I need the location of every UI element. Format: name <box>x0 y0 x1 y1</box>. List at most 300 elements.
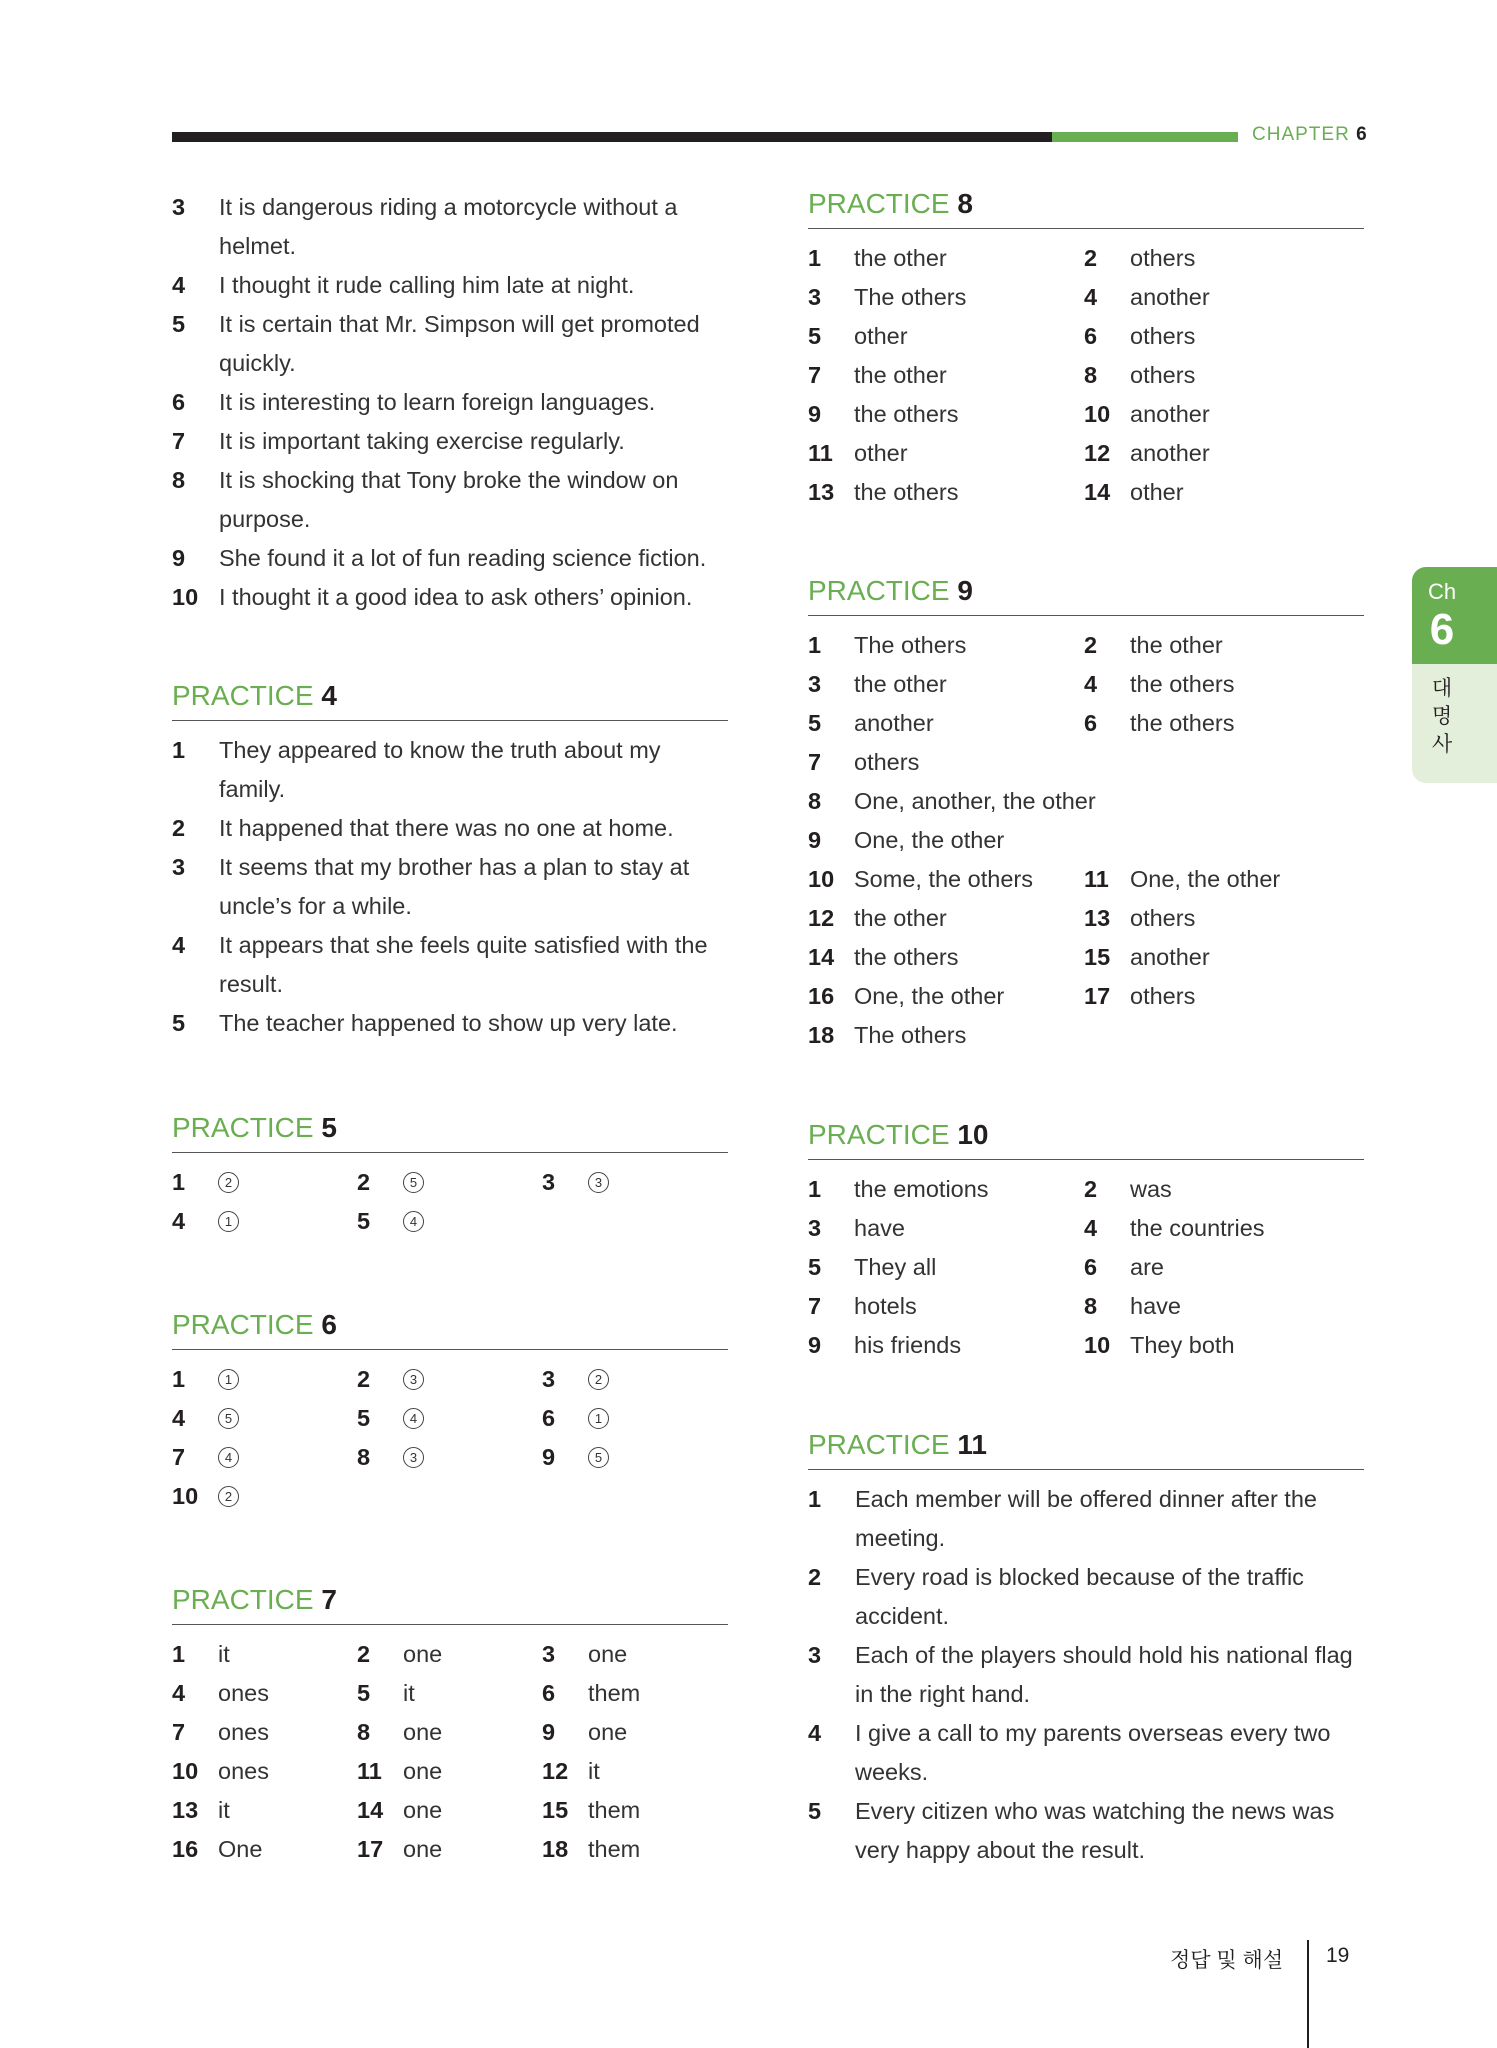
item-number: 2 <box>1084 245 1098 271</box>
practice8 <box>808 188 1364 512</box>
item-text: She found it a lot of fun reading science fiction. <box>219 545 707 571</box>
answer-text: the countries <box>1130 1215 1265 1241</box>
section-title: PRACTICE 8 <box>808 188 1364 229</box>
answer-cell <box>808 860 1084 899</box>
practice4-list <box>172 731 728 1043</box>
answer-text: the other <box>854 245 947 271</box>
answer-cell <box>808 743 1084 782</box>
item-number: 4 <box>172 932 186 958</box>
item-number: 7 <box>808 1293 822 1319</box>
item-number: 1 <box>808 245 822 271</box>
answer-text: it <box>588 1758 600 1784</box>
answer-text: it <box>218 1641 230 1667</box>
list-item <box>172 539 728 578</box>
answer-cell <box>542 1399 728 1438</box>
answer-text: One, another, the other <box>854 788 1096 814</box>
answer-text: ones <box>218 1719 269 1745</box>
item-number: 11 <box>1084 866 1109 892</box>
item-number: 1 <box>172 1641 186 1667</box>
practice3-list <box>172 188 728 617</box>
item-number: 1 <box>808 632 822 658</box>
answer-cell <box>542 1713 728 1752</box>
item-text: I thought it a good idea to ask others’ opinion. <box>219 584 693 610</box>
answer-cell <box>1084 860 1364 899</box>
answer-text: others <box>1130 245 1196 271</box>
answer-text: the others <box>854 944 959 970</box>
section-title: PRACTICE 11 <box>808 1429 1364 1470</box>
answer-text: ones <box>218 1758 269 1784</box>
answer-text: others <box>1130 905 1196 931</box>
item-number: 4 <box>172 272 186 298</box>
answer-text: Some, the others <box>854 866 1033 892</box>
item-number: 5 <box>808 710 822 736</box>
answer-text: the others <box>1130 671 1235 697</box>
answer-cell <box>1084 239 1364 278</box>
item-number: 3 <box>808 1642 822 1668</box>
item-text: I thought it rude calling him late at night. <box>219 272 635 298</box>
item-number: 4 <box>172 1208 186 1234</box>
item-text: Every road is blocked because of the traffic accident. <box>855 1564 1304 1629</box>
item-number: 10 <box>172 1483 199 1509</box>
answer-text: are <box>1130 1254 1164 1280</box>
answer-text: another <box>1130 440 1210 466</box>
item-number: 12 <box>808 905 835 931</box>
answer-text: hotels <box>854 1293 917 1319</box>
item-number: 6 <box>1084 710 1098 736</box>
item-number: 5 <box>357 1208 371 1234</box>
practice5-grid <box>172 1163 728 1241</box>
answer-cell <box>808 278 1084 317</box>
item-number: 5 <box>357 1405 371 1431</box>
answer-cell <box>808 356 1084 395</box>
item-text: Each of the players should hold his national flag in the right hand. <box>855 1642 1353 1707</box>
list-item <box>808 1636 1364 1714</box>
answer-text: it <box>218 1797 230 1823</box>
item-text: It seems that my brother has a plan to stay at uncle’s for a while. <box>219 854 690 919</box>
item-number: 6 <box>542 1680 556 1706</box>
answer-text: one <box>403 1641 443 1667</box>
answer-text: other <box>1130 479 1184 505</box>
answer-cell <box>808 704 1084 743</box>
answer-cell <box>542 1438 728 1477</box>
list-item <box>808 1714 1364 1792</box>
answer-text: others <box>1130 323 1196 349</box>
item-text: I give a call to my parents overseas every two weeks. <box>855 1720 1331 1785</box>
item-number: 17 <box>357 1836 384 1862</box>
answer-cell <box>1084 434 1364 473</box>
answer-cell <box>808 899 1084 938</box>
header-rule <box>172 132 1052 142</box>
chapter-side-tab[interactable] <box>1412 567 1497 783</box>
answer-cell <box>1084 899 1364 938</box>
answer-text: One, the other <box>1130 866 1281 892</box>
answer-cell <box>542 1674 728 1713</box>
item-number: 5 <box>172 311 186 337</box>
practice11 <box>808 1429 1364 1870</box>
item-number: 14 <box>357 1797 384 1823</box>
item-number: 3 <box>542 1641 556 1667</box>
answer-cell <box>1084 1209 1364 1248</box>
section-title: PRACTICE 10 <box>808 1119 1364 1160</box>
answer-cell <box>1084 977 1364 1016</box>
answer-cell <box>357 1202 542 1241</box>
item-number: 10 <box>1084 1332 1111 1358</box>
answer-cell <box>1084 356 1364 395</box>
answer-cell <box>172 1438 357 1477</box>
item-number: 5 <box>808 1254 822 1280</box>
answer-cell <box>1084 626 1364 665</box>
answer-text: The others <box>854 1022 967 1048</box>
practice11-list <box>808 1480 1364 1870</box>
item-number: 12 <box>542 1758 569 1784</box>
circled-choice: 5 <box>403 1172 424 1193</box>
item-number: 8 <box>1084 1293 1098 1319</box>
practice4 <box>172 680 728 1043</box>
circled-choice: 5 <box>218 1408 239 1429</box>
item-number: 3 <box>808 1215 822 1241</box>
practice7-grid <box>172 1635 728 1869</box>
item-number: 6 <box>172 389 186 415</box>
list-item <box>172 809 728 848</box>
item-number: 5 <box>808 1798 822 1824</box>
circled-choice: 4 <box>403 1211 424 1232</box>
item-text: It is shocking that Tony broke the window on purpose. <box>219 467 679 532</box>
answer-cell <box>808 317 1084 356</box>
list-item <box>172 848 728 926</box>
answer-cell <box>172 1674 357 1713</box>
item-number: 4 <box>1084 284 1098 310</box>
answer-cell <box>808 1248 1084 1287</box>
practice5 <box>172 1112 728 1241</box>
practice9 <box>808 575 1364 1055</box>
answer-text: it <box>403 1680 415 1706</box>
item-number: 2 <box>357 1641 371 1667</box>
answer-text: the other <box>1130 632 1223 658</box>
item-number: 2 <box>357 1366 371 1392</box>
answer-text: have <box>854 1215 905 1241</box>
item-number: 7 <box>172 428 186 454</box>
answer-text: one <box>403 1797 443 1823</box>
item-number: 6 <box>1084 323 1098 349</box>
item-number: 3 <box>172 854 186 880</box>
item-number: 4 <box>1084 671 1098 697</box>
item-number: 5 <box>172 1010 186 1036</box>
circled-choice: 2 <box>218 1172 239 1193</box>
circled-choice: 2 <box>218 1486 239 1507</box>
section-title: PRACTICE 7 <box>172 1584 728 1625</box>
answer-cell <box>1084 317 1364 356</box>
answer-cell <box>357 1635 542 1674</box>
page-number: 19 <box>1326 1944 1350 1967</box>
item-number: 4 <box>172 1680 186 1706</box>
answer-text: another <box>854 710 934 736</box>
answer-text: them <box>588 1797 641 1823</box>
practice7 <box>172 1584 728 1869</box>
item-number: 6 <box>542 1405 556 1431</box>
item-number: 14 <box>808 944 835 970</box>
answer-cell <box>808 782 1364 821</box>
answer-cell <box>357 1791 542 1830</box>
chapter-label <box>1252 124 1368 146</box>
answer-cell <box>808 1209 1084 1248</box>
list-item <box>172 305 728 383</box>
list-item <box>808 1792 1364 1870</box>
item-number: 11 <box>808 440 833 466</box>
tab-chapter-number: 6 <box>1429 605 1455 654</box>
answer-cell <box>172 1202 357 1241</box>
answer-text: the other <box>854 905 947 931</box>
answer-cell <box>808 821 1084 860</box>
item-number: 9 <box>808 827 822 853</box>
item-text: Each member will be offered dinner after the meeting. <box>855 1486 1317 1551</box>
list-item <box>172 383 728 422</box>
list-item <box>172 266 728 305</box>
answer-text: The others <box>854 284 967 310</box>
item-number: 4 <box>808 1720 822 1746</box>
answer-text: the other <box>854 362 947 388</box>
item-number: 15 <box>1084 944 1111 970</box>
circled-choice: 3 <box>403 1447 424 1468</box>
chapter-word: CHAPTER <box>1252 124 1350 145</box>
item-number: 10 <box>1084 401 1111 427</box>
answer-cell <box>808 665 1084 704</box>
answer-cell <box>1084 938 1364 977</box>
answer-cell <box>542 1752 728 1791</box>
item-number: 17 <box>1084 983 1111 1009</box>
circled-choice: 5 <box>588 1447 609 1468</box>
answer-text: the emotions <box>854 1176 989 1202</box>
item-number: 1 <box>808 1176 822 1202</box>
item-number: 2 <box>808 1564 822 1590</box>
list-item <box>172 578 728 617</box>
answer-cell <box>357 1830 542 1869</box>
item-number: 18 <box>542 1836 569 1862</box>
answer-text: another <box>1130 284 1210 310</box>
answer-cell <box>172 1830 357 1869</box>
answer-cell <box>1084 1287 1364 1326</box>
item-number: 10 <box>172 584 199 610</box>
answer-cell <box>172 1163 357 1202</box>
answer-cell <box>1084 473 1364 512</box>
answer-text: one <box>403 1758 443 1784</box>
answer-cell <box>542 1360 728 1399</box>
item-number: 2 <box>357 1169 371 1195</box>
list-item <box>808 1558 1364 1636</box>
item-number: 4 <box>172 1405 186 1431</box>
item-number: 9 <box>542 1719 556 1745</box>
answer-cell <box>172 1477 357 1516</box>
answer-text: one <box>588 1641 628 1667</box>
item-number: 9 <box>172 545 186 571</box>
item-text: It is interesting to learn foreign languages. <box>219 389 656 415</box>
practice8-grid <box>808 239 1364 512</box>
answer-text: One, the other <box>854 983 1005 1009</box>
item-number: 1 <box>172 1169 186 1195</box>
answer-text: them <box>588 1680 641 1706</box>
tab-chapter-title: 대 명 사 <box>1431 677 1453 756</box>
answer-cell <box>808 434 1084 473</box>
item-number: 1 <box>172 1366 186 1392</box>
header-rule-accent <box>1052 132 1238 142</box>
list-item <box>172 188 728 266</box>
answer-text: one <box>403 1836 443 1862</box>
circled-choice: 4 <box>403 1408 424 1429</box>
answer-text: others <box>854 749 920 775</box>
answer-cell <box>1084 1016 1364 1055</box>
chapter-side-tab-header <box>1412 567 1497 664</box>
item-number: 8 <box>808 788 822 814</box>
item-text: It is important taking exercise regularly. <box>219 428 625 454</box>
item-number: 5 <box>808 323 822 349</box>
list-item <box>172 461 728 539</box>
item-text: It is dangerous riding a motorcycle without a helmet. <box>219 194 678 259</box>
item-number: 9 <box>808 1332 822 1358</box>
item-text: Every citizen who was watching the news was very happy about the result. <box>855 1798 1335 1863</box>
item-number: 7 <box>808 362 822 388</box>
answer-cell <box>357 1674 542 1713</box>
answer-text: ones <box>218 1680 269 1706</box>
answer-text: the others <box>854 479 959 505</box>
item-number: 2 <box>172 815 186 841</box>
answer-cell <box>808 977 1084 1016</box>
list-item <box>808 1480 1364 1558</box>
answer-cell <box>1084 743 1364 782</box>
answer-cell <box>542 1830 728 1869</box>
answer-cell <box>357 1713 542 1752</box>
answer-text: another <box>1130 401 1210 427</box>
answer-cell <box>1084 1170 1364 1209</box>
item-number: 8 <box>172 467 186 493</box>
list-item <box>172 1004 728 1043</box>
practice10 <box>808 1119 1364 1365</box>
item-number: 18 <box>808 1022 835 1048</box>
answer-cell <box>172 1399 357 1438</box>
answer-text: the others <box>854 401 959 427</box>
answer-text: The others <box>854 632 967 658</box>
answer-text: his friends <box>854 1332 962 1358</box>
circled-choice: 3 <box>403 1369 424 1390</box>
item-number: 8 <box>357 1444 371 1470</box>
answer-text: the other <box>854 671 947 697</box>
section-title: PRACTICE 9 <box>808 575 1364 616</box>
section-title: PRACTICE 6 <box>172 1309 728 1350</box>
item-number: 16 <box>808 983 835 1009</box>
answer-cell <box>357 1360 542 1399</box>
practice10-grid <box>808 1170 1364 1365</box>
answer-text: They all <box>854 1254 937 1280</box>
answer-cell <box>357 1752 542 1791</box>
item-number: 14 <box>1084 479 1111 505</box>
answer-cell <box>808 473 1084 512</box>
answer-cell <box>808 395 1084 434</box>
answer-cell <box>1084 278 1364 317</box>
answer-cell <box>172 1713 357 1752</box>
item-number: 3 <box>172 194 186 220</box>
item-number: 10 <box>172 1758 199 1784</box>
answer-cell <box>172 1635 357 1674</box>
answer-cell <box>172 1752 357 1791</box>
answer-cell <box>1084 1248 1364 1287</box>
item-number: 7 <box>808 749 822 775</box>
item-number: 4 <box>1084 1215 1098 1241</box>
answer-text: one <box>588 1719 628 1745</box>
answer-cell <box>1084 704 1364 743</box>
practice9-grid <box>808 626 1364 1055</box>
section-title: PRACTICE 5 <box>172 1112 728 1153</box>
circled-choice: 2 <box>588 1369 609 1390</box>
item-number: 8 <box>1084 362 1098 388</box>
item-number: 5 <box>357 1680 371 1706</box>
answer-cell <box>542 1163 728 1202</box>
list-item <box>172 731 728 809</box>
item-number: 1 <box>172 737 186 763</box>
practice6 <box>172 1309 728 1516</box>
answer-cell <box>808 626 1084 665</box>
answer-text: other <box>854 440 908 466</box>
item-number: 3 <box>542 1366 556 1392</box>
item-number: 13 <box>172 1797 199 1823</box>
answer-text: others <box>1130 983 1196 1009</box>
item-number: 3 <box>808 284 822 310</box>
answer-cell <box>357 1399 542 1438</box>
item-number: 3 <box>542 1169 556 1195</box>
item-number: 8 <box>357 1719 371 1745</box>
item-number: 12 <box>1084 440 1111 466</box>
practice3-continued <box>172 188 728 617</box>
answer-cell <box>808 239 1084 278</box>
answer-cell <box>172 1791 357 1830</box>
answer-text: They both <box>1130 1332 1235 1358</box>
item-number: 15 <box>542 1797 569 1823</box>
answer-text: other <box>854 323 908 349</box>
footer-label: 정답 및 해설 <box>1170 1949 1284 1972</box>
answer-text: another <box>1130 944 1210 970</box>
circled-choice: 4 <box>218 1447 239 1468</box>
answer-text: was <box>1130 1176 1172 1202</box>
answer-cell <box>808 1326 1084 1365</box>
item-text: The teacher happened to show up very late. <box>219 1010 678 1036</box>
circled-choice: 3 <box>588 1172 609 1193</box>
item-number: 2 <box>1084 1176 1098 1202</box>
answer-text: One <box>218 1836 263 1862</box>
answer-text: One, the other <box>854 827 1005 853</box>
answer-text: them <box>588 1836 641 1862</box>
answer-cell <box>542 1635 728 1674</box>
item-text: It appears that she feels quite satisfied with the result. <box>219 932 708 997</box>
item-number: 13 <box>1084 905 1111 931</box>
answer-text: the others <box>1130 710 1235 736</box>
answer-text: others <box>1130 362 1196 388</box>
answer-cell <box>357 1438 542 1477</box>
answer-cell <box>808 938 1084 977</box>
item-number: 1 <box>808 1486 822 1512</box>
item-number: 6 <box>1084 1254 1098 1280</box>
item-number: 7 <box>172 1444 186 1470</box>
answer-cell <box>172 1360 357 1399</box>
item-number: 9 <box>542 1444 556 1470</box>
tab-ch-label: Ch <box>1427 579 1457 604</box>
answer-cell <box>808 1016 1084 1055</box>
answer-cell <box>808 1170 1084 1209</box>
answer-cell <box>1084 665 1364 704</box>
item-number: 16 <box>172 1836 199 1862</box>
item-number: 9 <box>808 401 822 427</box>
answer-cell <box>1084 395 1364 434</box>
item-number: 3 <box>808 671 822 697</box>
answer-text: one <box>403 1719 443 1745</box>
practice6-grid <box>172 1360 728 1516</box>
circled-choice: 1 <box>218 1369 239 1390</box>
